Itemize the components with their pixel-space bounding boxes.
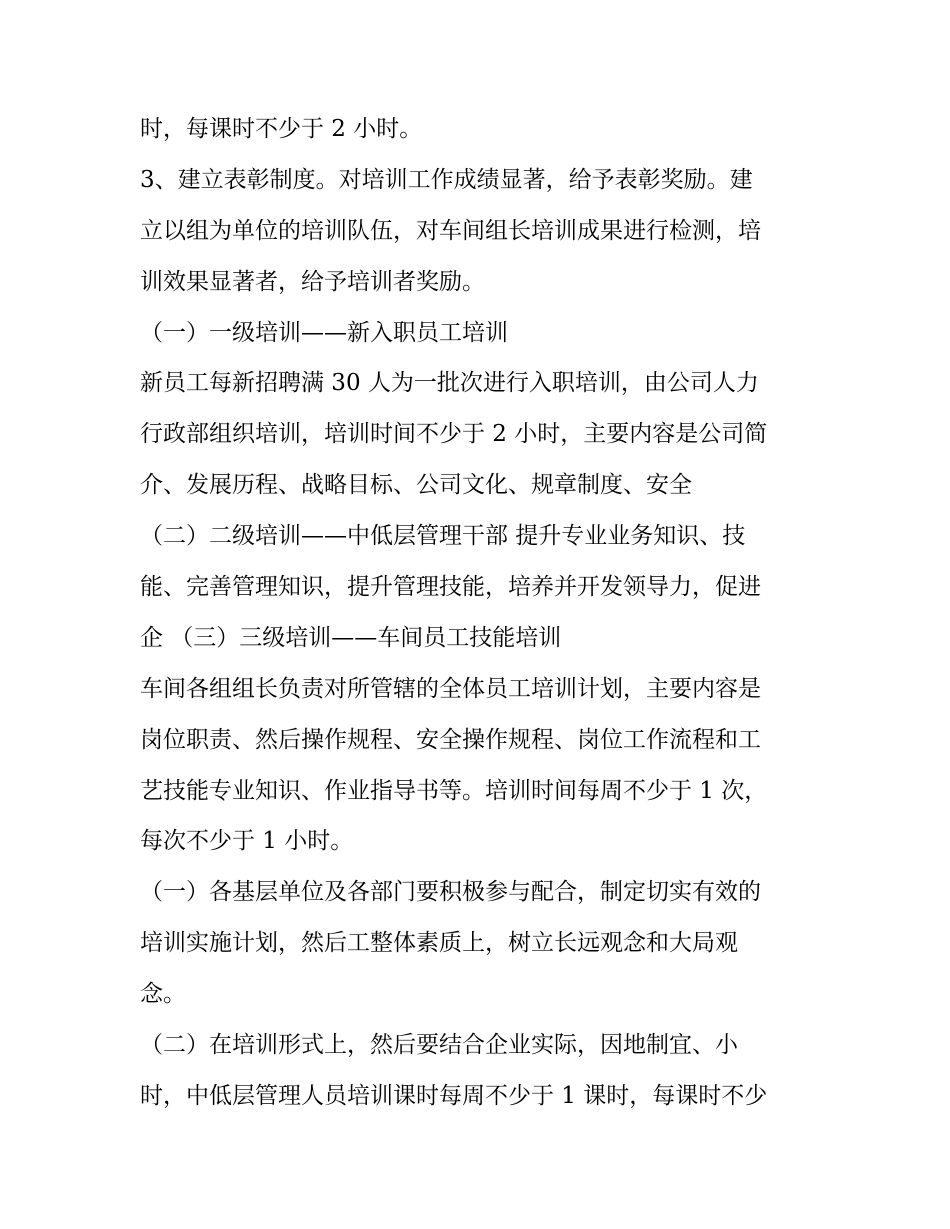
text-line-9: （二）二级培训——中低层管理干部 提升专业业务知识、技 [140, 523, 746, 550]
text-line-4: 训效果显著者，给予培训者奖励。 [140, 268, 485, 295]
text-line-6: 新员工每新招聘满 30 人为一批次进行入职培训，由公司人力 [140, 370, 759, 397]
text-line-14: 艺技能专业知识、作业指导书等。培训时间每周不少于 1 次， [140, 777, 768, 804]
text-line-16: （一）各基层单位及各部门要积极参与配合，制定切实有效的 [140, 879, 761, 906]
text-line-17: 培训实施计划，然后工整体素质上，树立长远观念和大局观 [140, 930, 738, 957]
text-line-12: 车间各组组长负责对所管辖的全体员工培训计划，主要内容是 [140, 675, 761, 702]
text-line-5: （一）一级培训——新入职员工培训 [140, 319, 508, 346]
text-line-7: 行政部组织培训，培训时间不少于 2 小时，主要内容是公司简 [140, 421, 768, 448]
text-line-1: 时，每课时不少于 2 小时。 [140, 116, 423, 142]
text-line-11: 企 （三）三级培训——车间员工技能培训 [140, 624, 562, 651]
text-line-2: 3、建立表彰制度。对培训工作成绩显著，给予表彰奖励。建 [140, 166, 753, 193]
text-line-18: 念。 [140, 981, 186, 1008]
text-line-8: 介、发展历程、战略目标、公司文化、规章制度、安全 [140, 472, 692, 499]
text-line-10: 能、完善管理知识，提升管理技能，培养并开发领导力，促进 [140, 574, 761, 601]
text-line-13: 岗位职责、然后操作规程、安全操作规程、岗位工作流程和工 [140, 726, 761, 753]
text-line-15: 每次不少于 1 小时。 [140, 828, 354, 855]
document-body [140, 108, 820, 1126]
text-line-20: 时，中低层管理人员培训课时每周不少于 1 课时，每课时不少 [140, 1082, 768, 1109]
text-line-19: （二）在培训形式上，然后要结合企业实际，因地制宜、小 [140, 1032, 738, 1059]
text-line-3: 立以组为单位的培训队伍，对车间组长培训成果进行检测，培 [140, 217, 761, 244]
